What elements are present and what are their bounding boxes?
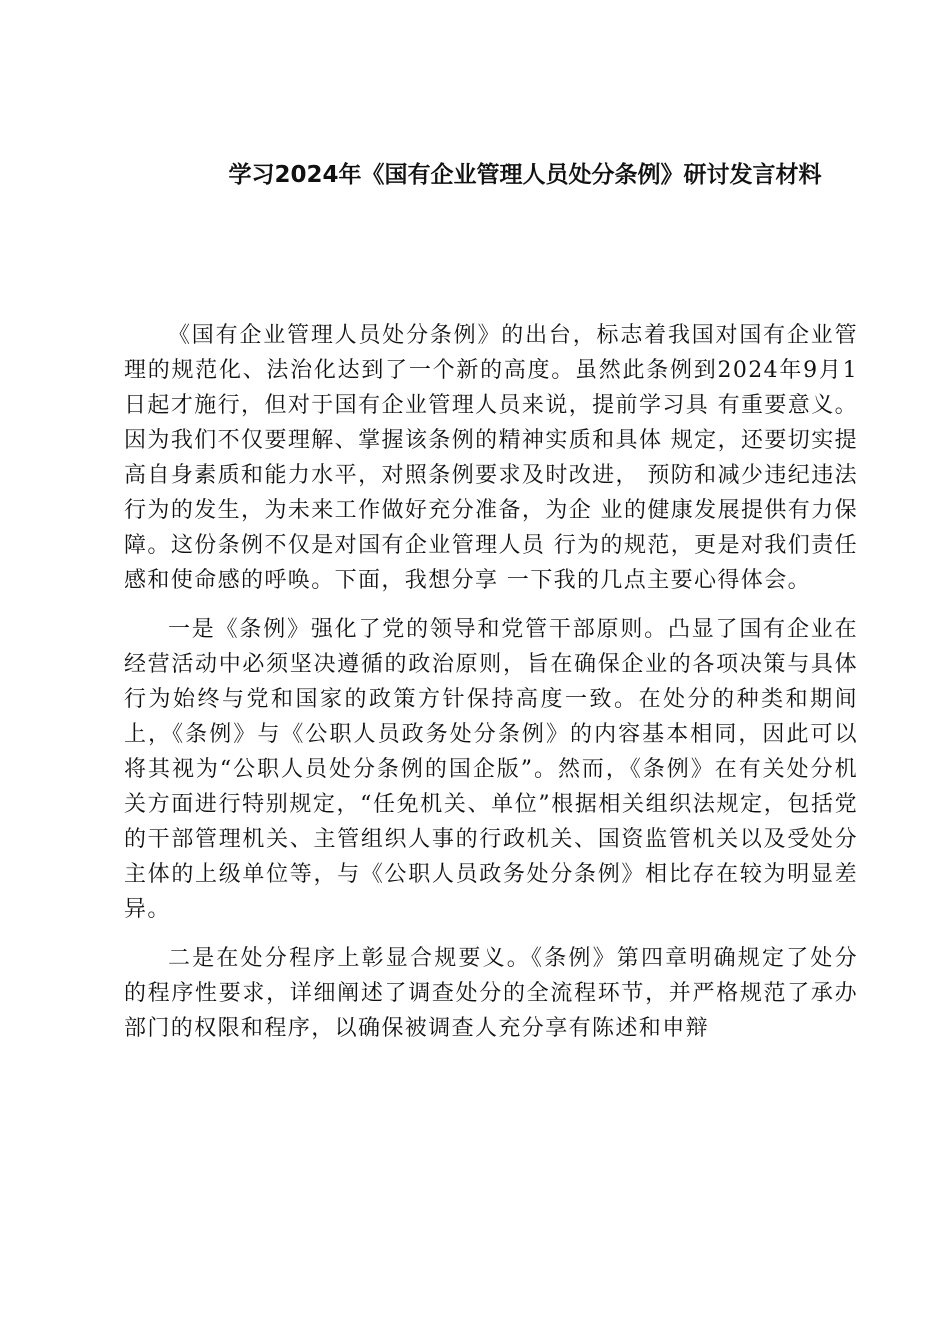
- paragraph-point-two: 二是在处分程序上彰显合规要义。《条例》第四章明确规定了处分的程序性要求，详细阐述了调查处分的全流程环节，并严格规范了承办部门的权限和程序，以确保被调查人充分享有陈述和申辩: [124, 946, 858, 1041]
- paragraph-intro: 《国有企业管理人员处分条例》的出台，标志着我国对国有企业管理的规范化、法治化达到了一个新的高度。虽然此条例到2024年9月1日起才施行，但对于国有企业管理人员来说，提前学习具 有重要意义。因为我们不仅要理解、掌握该条例的精神实质和具体 规定，还要切实提高自身素质和能力水平，对照条例要求及时改进， 预防和减少违纪违法行为的发生，为未来工作做好充分准备，为企 业的健康发展提供有力保障。这份条例不仅是对国有企业管理人员 行为的规范，更是对我们责任感和使命感的呼唤。下面，我想分享 一下我的几点主要心得体会。: [124, 323, 858, 593]
- paragraph-point-one: 一是《条例》强化了党的领导和党管干部原则。凸显了国有企业在经营活动中必须坚决遵循的政治原则，旨在确保企业的各项决策与具体行为始终与党和国家的政策方针保持高度一致。在处分的种类和期间上，《条例》与《公职人员政务处分条例》的内容基本相同，因此可以将其视为“公职人员处分条例的国企版”。然而，《条例》在有关处分机关方面进行特别规定，“任免机关、单位”根据相关组织法规定，包括党的干部管理机关、主管组织人事的行政机关、国资监管机关以及受处分主体的上级单位等，与《公职人员政务处分条例》相比存在较为明显差异。: [124, 617, 858, 922]
- document-title: 学习2024年《国有企业管理人员处分条例》研讨发言材料: [228, 162, 822, 188]
- document-body: [124, 318, 858, 1060]
